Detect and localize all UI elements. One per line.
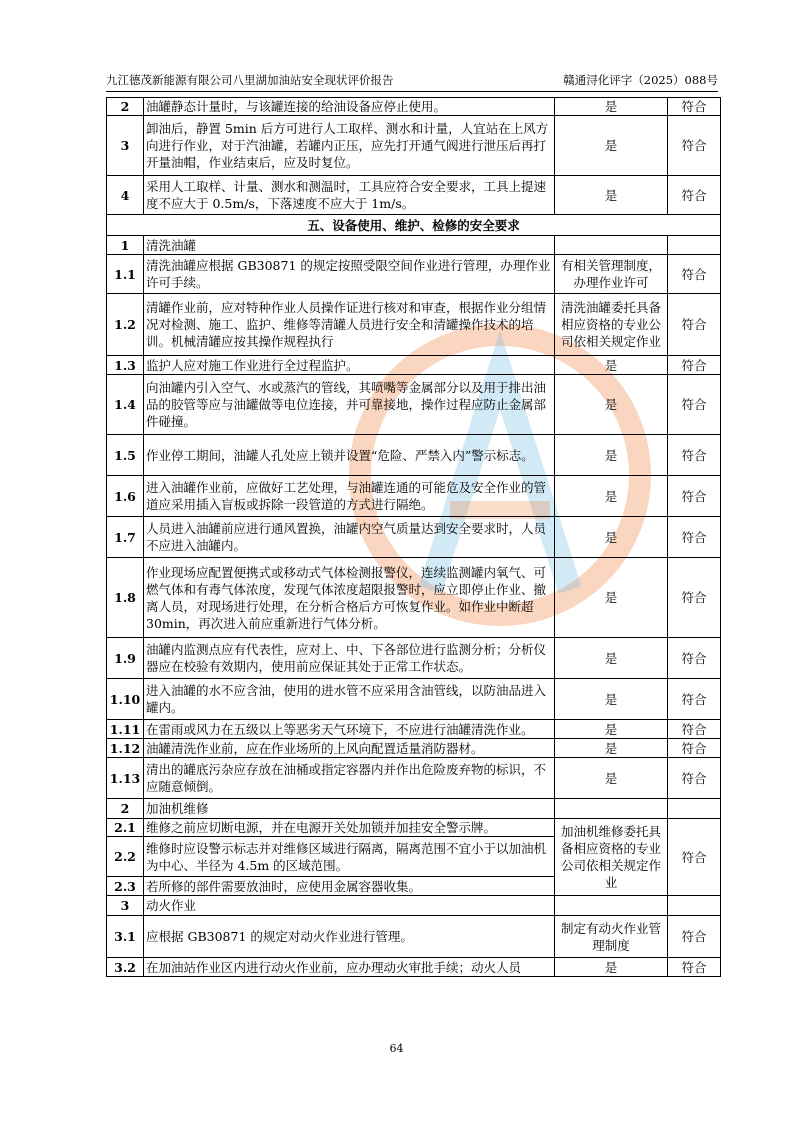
item-number: 1.12 (107, 739, 144, 758)
table-row (107, 375, 721, 435)
item-number: 4 (107, 176, 144, 215)
item-number: 2.1 (107, 819, 144, 837)
item-requirement: 应根据 GB30871 的规定对动火作业进行管理。 (144, 916, 555, 958)
table-row (107, 819, 721, 837)
item-number: 2.2 (107, 837, 144, 877)
item-number: 2 (107, 98, 144, 116)
item-result: 是 (555, 176, 668, 215)
item-result: 是 (555, 517, 668, 558)
item-conclusion: 符合 (668, 435, 721, 476)
item-result: 加油机维修委托具备相应资格的专业公司依相关规定作业 (555, 819, 668, 896)
table-row (107, 98, 721, 116)
table-row (107, 758, 721, 799)
item-result (555, 799, 668, 819)
item-conclusion (668, 896, 721, 916)
item-requirement: 监护人应对施工作业进行全过程监护。 (144, 356, 555, 375)
item-requirement: 作业现场应配置便携式或移动式气体检测报警仪，连续监测罐内氧气、可燃气体和有毒气体浓度，发现气体浓度超限报警时，应立即停止作业、撤离人员，对现场进行处理，在分析合格后方可恢复作业。如作业中断超 30min，再次进入前应重新进行气体分析。 (144, 558, 555, 638)
item-result: 是 (555, 720, 668, 739)
item-requirement: 在雷雨或风力在五级以上等恶劣天气环境下，不应进行油罐清洗作业。 (144, 720, 555, 739)
item-conclusion: 符合 (668, 476, 721, 517)
item-result: 是 (555, 356, 668, 375)
item-number: 1.11 (107, 720, 144, 739)
item-number: 1.8 (107, 558, 144, 638)
item-requirement: 维修之前应切断电源，并在电源开关处加锁并加挂安全警示牌。 (144, 819, 555, 837)
item-conclusion: 符合 (668, 679, 721, 720)
table-row (107, 356, 721, 375)
item-result: 清洗油罐委托具备相应资格的专业公司依相关规定作业 (555, 294, 668, 356)
item-conclusion: 符合 (668, 638, 721, 679)
page-number: 64 (389, 1042, 404, 1055)
table-row (107, 896, 721, 916)
item-result: 是 (555, 98, 668, 116)
item-conclusion: 符合 (668, 758, 721, 799)
report-title: 九江德茂新能源有限公司八里湖加油站安全现状评价报告 (106, 73, 394, 87)
table-row (107, 435, 721, 476)
item-result (555, 896, 668, 916)
table-row (107, 255, 721, 294)
item-number: 1.9 (107, 638, 144, 679)
item-result: 制定有动火作业管理制度 (555, 916, 668, 958)
table-row (107, 720, 721, 739)
item-number: 3.2 (107, 958, 144, 977)
item-number: 1.4 (107, 375, 144, 435)
item-conclusion: 符合 (668, 739, 721, 758)
item-result: 是 (555, 375, 668, 435)
item-result: 是 (555, 679, 668, 720)
item-result: 是 (555, 958, 668, 977)
item-result: 有相关管理制度，办理作业许可 (555, 255, 668, 294)
item-conclusion: 符合 (668, 517, 721, 558)
table-row (107, 236, 721, 255)
header-rule (106, 91, 718, 92)
item-requirement: 卸油后，静置 5min 后方可进行人工取样、测水和计量，人宜站在上风方向进行作业，对于汽油罐，若罐内正压，应先打开通气阀进行泄压后再打开量油帽，作业结束后，应及时复位。 (144, 116, 555, 176)
item-number: 3 (107, 116, 144, 176)
item-requirement: 清出的罐底污杂应存放在油桶或指定容器内并作出危险废弃物的标识，不应随意倾倒。 (144, 758, 555, 799)
item-number: 1.13 (107, 758, 144, 799)
table-row (107, 679, 721, 720)
table-row (107, 958, 721, 977)
item-number: 1.2 (107, 294, 144, 356)
item-conclusion: 符合 (668, 819, 721, 896)
item-requirement: 清洗油罐应根据 GB30871 的规定按照受限空间作业进行管理，办理作业许可手续。 (144, 255, 555, 294)
item-result: 是 (555, 476, 668, 517)
item-requirement: 若所修的部件需要放油时，应使用金属容器收集。 (144, 877, 555, 896)
table-row (107, 739, 721, 758)
item-number: 1.3 (107, 356, 144, 375)
table-row (107, 116, 721, 176)
item-result: 是 (555, 638, 668, 679)
page-header (106, 72, 718, 90)
item-requirement: 加油机维修 (144, 799, 555, 819)
item-conclusion (668, 799, 721, 819)
item-number: 1.5 (107, 435, 144, 476)
item-requirement: 向油罐内引入空气、水或蒸汽的管线，其喷嘴等金属部分以及用于排出油品的胶管等应与油罐做等电位连接，并可靠接地，操作过程应防止金属部件碰撞。 (144, 375, 555, 435)
table-row (107, 799, 721, 819)
item-requirement: 清罐作业前，应对特种作业人员操作证进行核对和审查，根据作业分组情况对检测、施工、监护、维修等清罐人员进行安全和清罐操作技术的培训。机械清罐应按其操作规程执行 (144, 294, 555, 356)
item-conclusion (668, 236, 721, 255)
table-row (107, 294, 721, 356)
table-row (107, 476, 721, 517)
item-requirement: 采用人工取样、计量、测水和测温时，工具应符合安全要求，工具上提速度不应大于 0.5m/s，下落速度不应大于 1m/s。 (144, 176, 555, 215)
item-result: 是 (555, 558, 668, 638)
section-row (107, 215, 721, 236)
item-number: 1 (107, 236, 144, 255)
item-result: 是 (555, 435, 668, 476)
item-requirement: 油罐清洗作业前，应在作业场所的上风向配置适量消防器材。 (144, 739, 555, 758)
table-row (107, 517, 721, 558)
item-conclusion: 符合 (668, 98, 721, 116)
item-conclusion: 符合 (668, 356, 721, 375)
item-conclusion: 符合 (668, 916, 721, 958)
item-number: 1.10 (107, 679, 144, 720)
item-number: 1.7 (107, 517, 144, 558)
item-conclusion: 符合 (668, 294, 721, 356)
item-conclusion: 符合 (668, 375, 721, 435)
table-row (107, 558, 721, 638)
report-number: 赣通浔化评字（2025）088号 (563, 73, 718, 87)
item-requirement: 油罐内监测点应有代表性，应对上、中、下各部位进行监测分析；分析仪器应在校验有效期内，使用前应保证其处于正常工作状态。 (144, 638, 555, 679)
item-conclusion: 符合 (668, 255, 721, 294)
item-result: 是 (555, 116, 668, 176)
item-conclusion: 符合 (668, 720, 721, 739)
item-number: 3 (107, 896, 144, 916)
item-number: 2.3 (107, 877, 144, 896)
item-number: 1.1 (107, 255, 144, 294)
item-requirement: 进入油罐作业前，应做好工艺处理，与油罐连通的可能危及安全作业的管道应采用插入盲板或拆除一段管道的方式进行隔绝。 (144, 476, 555, 517)
item-number: 3.1 (107, 916, 144, 958)
safety-checklist-table (106, 97, 721, 977)
item-requirement: 作业停工期间，油罐人孔处应上锁并设置“危险、严禁入内”警示标志。 (144, 435, 555, 476)
item-number: 1.6 (107, 476, 144, 517)
table-row (107, 638, 721, 679)
item-result (555, 236, 668, 255)
table-row (107, 916, 721, 958)
item-requirement: 油罐静态计量时，与该罐连接的给油设备应停止使用。 (144, 98, 555, 116)
item-requirement: 在加油站作业区内进行动火作业前，应办理动火审批手续；动火人员 (144, 958, 555, 977)
item-requirement: 清洗油罐 (144, 236, 555, 255)
item-conclusion: 符合 (668, 958, 721, 977)
item-requirement: 动火作业 (144, 896, 555, 916)
item-number: 2 (107, 799, 144, 819)
section-heading: 五、设备使用、维护、检修的安全要求 (107, 215, 721, 236)
item-requirement: 维修时应设警示标志并对维修区域进行隔离，隔离范围不宜小于以加油机为中心、半径为 4.5m 的区域范围。 (144, 837, 555, 877)
item-result: 是 (555, 739, 668, 758)
item-conclusion: 符合 (668, 176, 721, 215)
item-requirement: 人员进入油罐前应进行通风置换，油罐内空气质量达到安全要求时，人员不应进入油罐内。 (144, 517, 555, 558)
table-row (107, 176, 721, 215)
item-conclusion: 符合 (668, 558, 721, 638)
item-conclusion: 符合 (668, 116, 721, 176)
item-result: 是 (555, 758, 668, 799)
item-requirement: 进入油罐的水不应含油，使用的进水管不应采用含油管线，以防油品进入罐内。 (144, 679, 555, 720)
